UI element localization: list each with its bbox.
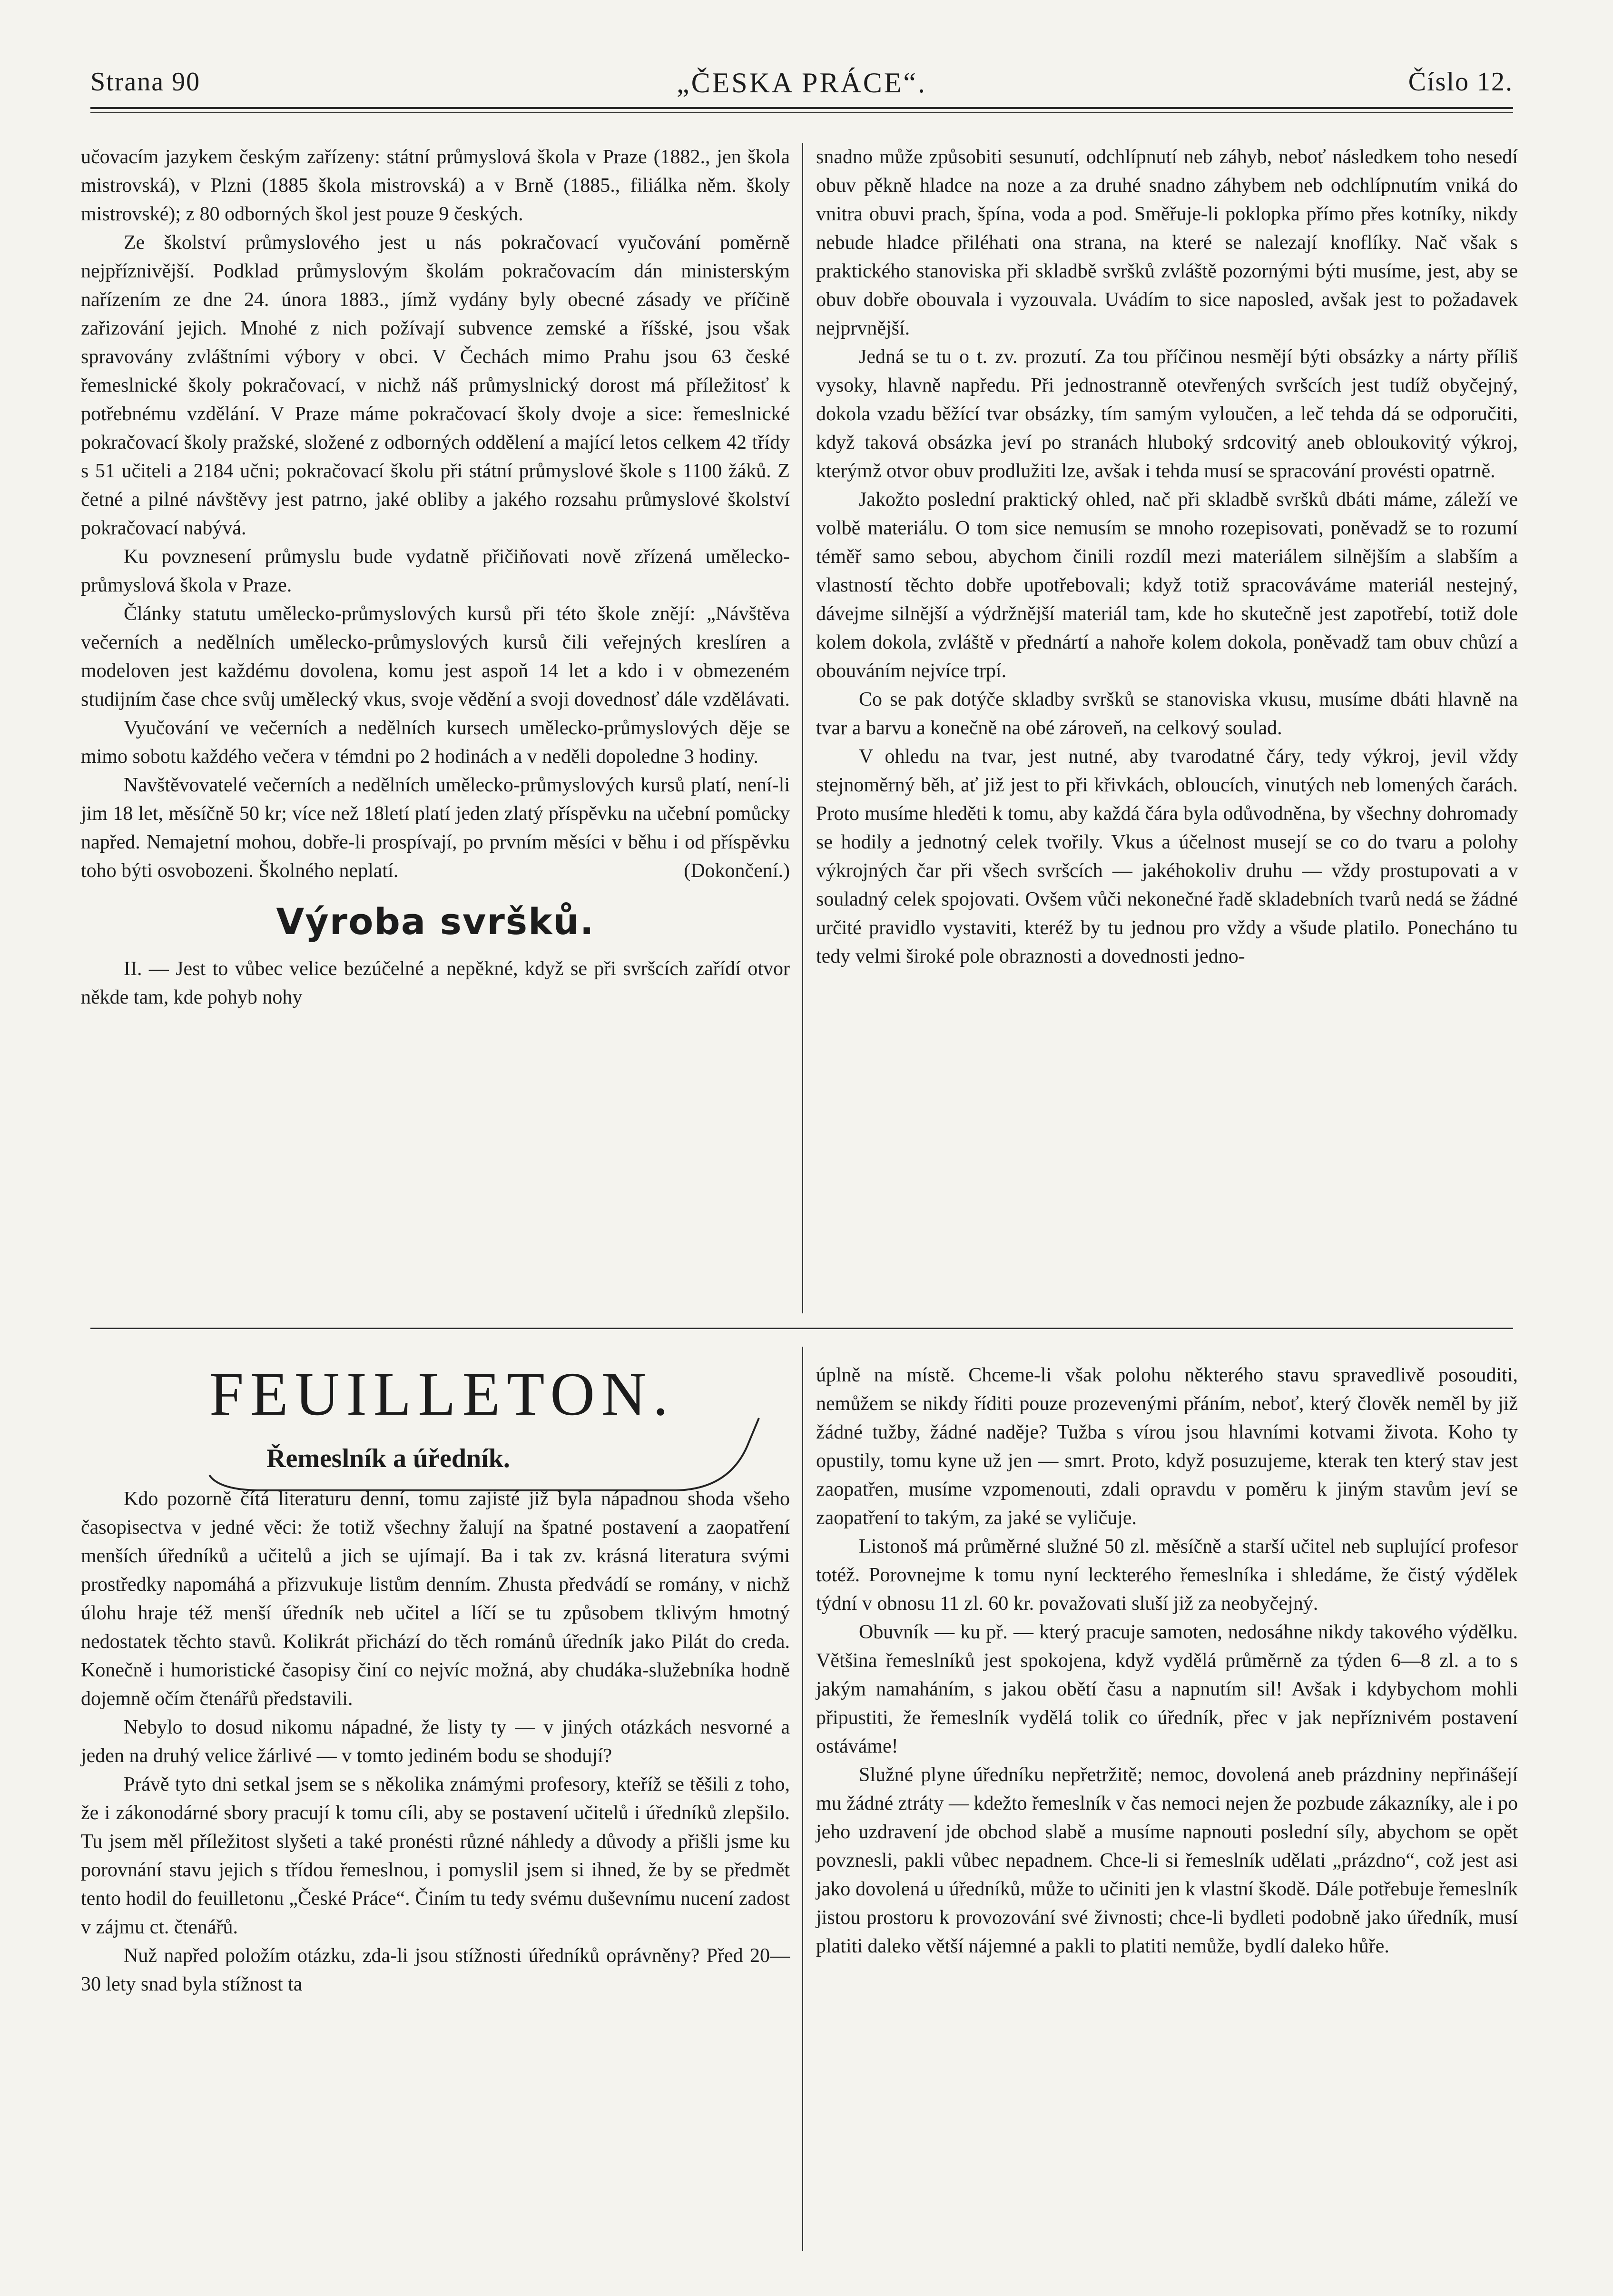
paragraph: Obuvník — ku př. — který pracuje samoten, nedosáhne nikdy takového výdělku. Většina řemeslníků jest spokojena, když vydělá průměrně za týden 6—8 zl. a to s jakým namaháním, s jakou obětí času a napnutím sil! Avšak i kdybychom mohli připustiti, že řemeslník vydělá tolik co úředník, přec v jak nepříznivém postavení ostáváme! — [816, 1621, 1518, 1757]
paragraph: Služné plyne úředníku nepřetržitě; nemoc, dovolená aneb prázdniny nepřinášejí mu žádné ztráty — kdežto řemeslník v čas nemoci nejen že pozbude zákazníky, ale i po jeho uzdravení jde obchod slabě a musíme napnouti poslední síly, abychom se opět povznesli, pakli vůbec nepadnem. Chce-li si řemeslník udělati „prázdno“, což jest asi jako dovolená u úředníků, může to učiniti jen k vlastní škodě. Dále potřebuje řemeslník jistou prostoru k provozování své živnosti; chce-li bydleti podobně jako úředník, musí platiti daleko větší nájemné a pakli to platiti nemůže, bydlí daleko hůře. — [816, 1764, 1518, 1957]
page-header — [90, 57, 1513, 105]
paragraph: Ze školství průmyslového jest u nás pokračovací vyučování poměrně nejpříznivější. Podklad průmyslovým školám pokračovacím dán ministerským nařízením ze dne 24. února 1883., jímž vydány byly obecné zásady ve příčině zařizování jejich. Mnohé z nich požívají subvence zemské a říšské, jsou však spravovány zvláštními výbory v obci. V Čechách mimo Prahu jsou 63 české řemeslnické školy pokračovací, v nichž náš průmyslnický dorost má příležitosť k potřebnému vzdělání. V Praze máme pokračovací školy dvoje a sice: řemeslnické pokračovací školy pražské, složené z odborných oddělení a mající letos celkem 42 třídy s 51 učiteli a 2184 učni; pokračovací školu při státní průmyslové škole s 1100 žáků. Z četné a pilné návštěvy jest patrno, jaké obliby a jakého rozsahu průmyslové školství pokračovací nabývá. — [81, 232, 790, 539]
paragraph: Vyučování ve večerních a nedělních kursech umělecko-průmyslových děje se mimo sobotu každého večera v témdni po 2 hodinách a v neděli dopoledne 3 hodiny. — [81, 717, 790, 768]
header-rule-top — [90, 107, 1513, 109]
right-column-top — [816, 143, 1518, 971]
paragraph: učovacím jazykem českým zařízeny: státní průmyslová škola v Praze (1882., jen škola mistrovská), v Plzni (1885 škola mistrovská) a v Brně (1885., filiálka něm. školy mistrovské); z 80 odborných škol jest pouze 9 českých. — [81, 146, 790, 225]
article-intro: II. — Jest to vůbec velice bezúčelné a nepěkné, když se při svršcích zařídí otvor někde tam, kde pohyb nohy — [81, 958, 790, 1008]
paragraph: Jakožto poslední praktický ohled, nač při skladbě svršků dbáti máme, záleží ve volbě materiálu. O tom sice nemusím se mnoho rozepisovati, poněvadž se to rozumí téměř samo sebou, abychom činili rozdíl mezi materiálem silnějším a slabším a vlastností těchto dobře upotřebovali; když totiž spracováváme materiál nestejný, dávejme silnější a výdržnější materiál tam, kde ho skutečně jest zapotřebí, totiž dole kolem dokola, zvláště v přednártí a nahoře kolem dokola, poněvadž tam obuv chůzí a obouváním nejvíce trpí. — [816, 489, 1518, 682]
section-divider — [90, 1328, 1513, 1329]
paragraph: snadno může způsobiti sesunutí, odchlípnutí neb záhyb, neboť následkem toho nesedí obuv pěkně hladce na noze a za druhé snadno záhybem neb odchlípnutím vniká do vnitra obuvi prach, špína, voda a pod. Směřuje-li poklopka přímo přes kotníky, nikdy nebude hladce přiléhati ona strana, na které se nalezají knoflíky. Nač však s praktického stanoviska při skladbě svršků zvláště pozornými býti musíme, jest, aby se obuv dobře obouvala i vyzouvala. Uvádím to sice naposled, avšak jest to požadavek nejprvnější. — [816, 146, 1518, 339]
paragraph: Kdo pozorně čítá literaturu denní, tomu zajisté již byla nápadnou shoda všeho časopisectva v jedné věci: že totiž všechny žalují na špatné postavení a zaopatření menších úředníků a učitelů a jich se ujímají. Ba i tak zv. krásná literatura svými prostředky napomáhá a přizvukuje listům denním. Zhusta předvádí se romány, v nichž úlohu hraje též menší úředník neb učitel a líčí se tu způsobem tklivým hmotný nedostatek těchto stavů. Kolikrát přichází do těch románů úředník jako Pilát do creda. Konečně i humoristické časopisy činí co nejvíc možná, aby chudáka-služebníka hodně dojemně očím čtenářů představili. — [81, 1488, 790, 1710]
paragraph: Nebylo to dosud nikomu nápadné, že listy ty — v jiných otázkách nesvorné a jeden na druhý velice žárlivé — v tomto jediném bodu se shodují? — [81, 1716, 790, 1767]
paragraph: Články statutu umělecko-průmyslových kursů při této škole znějí: „Návštěva večerních a nedělních umělecko-průmyslových kursů čili veřejných kreslíren a modeloven jest každému dovolena, komu jest aspoň 14 let a kdo i v obmezeném studijním čase chce svůj umělecký vkus, svoje vědění a svoji dovednosť dále vzdělávati. — [81, 603, 790, 710]
paragraph: Ku povznesení průmyslu bude vydatně přičiňovati nově zřízená umělecko-průmyslová škola v Praze. — [81, 546, 790, 596]
issue-number: Číslo 12. — [1408, 67, 1513, 97]
page-number: Strana 90 — [90, 67, 201, 97]
paragraph: úplně na místě. Chceme-li však polohu některého stavu spravedlivě posouditi, nemůžem se nikdy říditi pouze prozevenými přáním, neboť, který člověk neměl by již žádné tužby, žádné naděje? Tužba s vírou jsou hlavními kotvami života. Koho ty opustily, tomu kyne už jen — smrt. Proto, když posuzujeme, kterak ten který stav jest zaopatřen, musíme vzpomenouti, zdali opravdu v poměru k jiným stavům jeví se zaopatření to takým, za jaké se vyličuje. — [816, 1364, 1518, 1529]
left-column-top — [81, 143, 790, 1012]
left-column-bottom — [81, 1485, 790, 1999]
continuation-note: (Dokončení.) — [684, 860, 790, 882]
paragraph: Co se pak dotýče skladby svršků se stanoviska vkusu, musíme dbáti hlavně na tvar a barvu a konečně na obé zároveň, na celkový soulad. — [816, 689, 1518, 739]
paragraph: V ohledu na tvar, jest nutné, aby tvarodatné čáry, tedy výkroj, jevil vždy stejnoměrný běh, ať již jest to při křivkách, obloucích, vinutých neb lomených čarách. Proto musíme hleděti k tomu, aby každá čára byla odůvodněna, by všechny dohromady se hodily a jednotný celek tvořily. Vkus a účelnost musejí se co do tvaru a polohy výkrojných čar při všech svršcích — jakéhokoliv druhu — vždy prostupovati a v souladný celek spojovati. Ovšem vůči nekonečné řadě skladebních tvarů nedá se žádné určité pravidlo vystaviti, kteréž by tu jednou pro vždy a všude platilo. Ponecháno tu tedy velmi široké pole obraznosti a dovednosti jedno- — [816, 746, 1518, 967]
paragraph: Nuž napřed položím otázku, zda-li jsou stížnosti úředníků oprávněny? Před 20—30 lety snad byla stížnost ta — [81, 1945, 790, 1995]
masthead-title: „ČESKA PRÁCE“. — [676, 67, 927, 99]
header-rule-bottom — [90, 112, 1513, 113]
feuilleton-heading: FEUILLETON. — [209, 1360, 675, 1429]
paragraph: Právě tyto dni setkal jsem se s několika známými profesory, kteříž se těšili z toho, že i zákonodárné sbory pracují k tomu cíli, aby se postavení učitelů i úředníků zlepšilo. Tu jsem měl příležitost slyšeti a také pronésti různé náhledy a důvody a přišli jsme ku porovnání stavu jejich s třídou řemeslnou, i pomyslil jsem si ihned, že by se předmět tento hodil do feuilletonu „České Práce“. Činím tu tedy svému duševnímu nucení zadost v zájmu ct. čtenářů. — [81, 1774, 790, 1938]
paragraph: Listonoš má průměrné služné 50 zl. měsíčně a starší učitel neb suplující profesor totéž. Porovnejme k tomu nyní leckterého řemeslníka i shledáme, že čistý výdělek týdní v obnosu 11 zl. 60 kr. považovati sluší již za neobyčejný. — [816, 1536, 1518, 1615]
feuilleton-title: Řemeslník a úředník. — [266, 1444, 510, 1473]
right-column-bottom — [816, 1361, 1518, 1961]
column-divider-bottom — [802, 1347, 803, 2251]
column-divider-top — [802, 143, 803, 1313]
article-title: Výroba svršků. — [276, 900, 595, 943]
paragraph: Navštěvovatelé večerních a nedělních umělecko-průmyslových kursů platí, není-li jim 18 let, měsíčně 50 kr; více než 18letí platí jeden zlatý příspěvku na učební pomůcky napřed. Nemajetní mohou, dobře-li prospívají, po prvním měsíci v běhu i od příspěvku toho býti osvobozeni. Školného neplatí. — [81, 774, 790, 882]
paragraph: Jedná se tu o t. zv. prozutí. Za tou příčinou nesmějí býti obsázky a nárty příliš vysoky, hlavně napředu. Při jednostranně otevřených svršcích jest tudíž obyčejný, dokola vzadu běžící tvar obsázky, tím samým vyloučen, a leč tehda dá se odporučiti, když taková obsázka jeví po stranách hluboký srdcovitý aneb obloukovitý výkroj, kterýmž otvor obuv prodlužiti lze, avšak i tehda musí se spracování provésti opatrně. — [816, 346, 1518, 482]
